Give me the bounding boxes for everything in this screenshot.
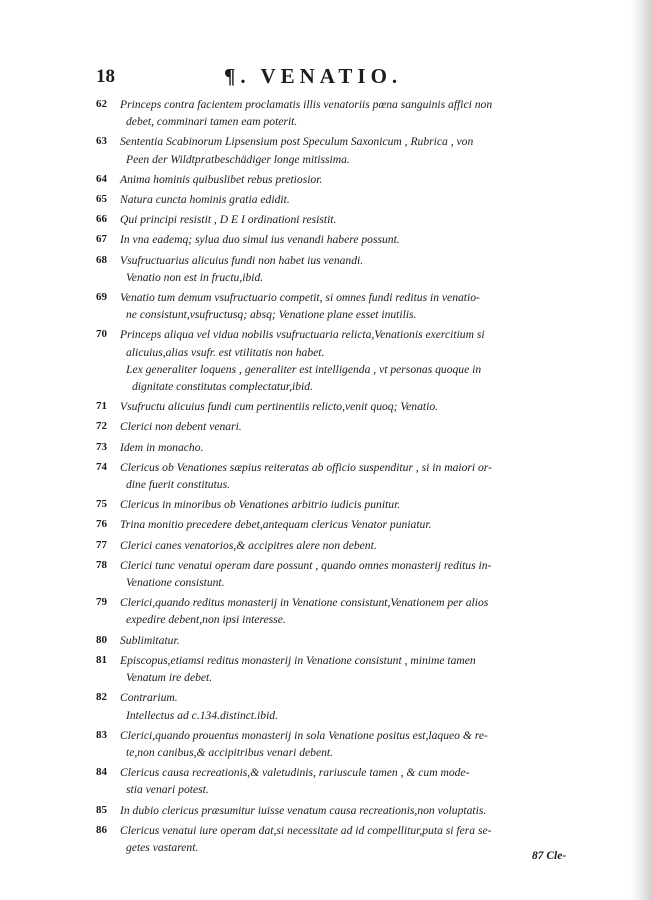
entry-number: 66	[96, 213, 107, 226]
entry-68-sub	[96, 269, 586, 286]
entry-text-continued: Venatum ire debet.	[126, 671, 213, 685]
entry-text-continued: alicuius,alias vsufr. est vtilitatis non habet.	[126, 345, 325, 359]
entry-text-continued: debet, comminari tamen eam poterit.	[126, 115, 298, 129]
entry-text: Idem in monacho.	[120, 440, 204, 454]
entry-text: In dubio clericus præsumitur iuisse venatum causa recreationis,non voluptatis.	[120, 803, 487, 817]
entry-number: 81	[96, 653, 107, 666]
entry-number: 70	[96, 328, 107, 341]
entry-text-continued: Peen der Wildtpratbeschädiger longe mitissima.	[126, 152, 350, 166]
entry-69	[96, 289, 586, 323]
entry-text: Clerici tunc venatui operam dare possunt , quando omnes monasterij reditus in-	[120, 558, 492, 572]
entry-66	[96, 211, 586, 228]
entry-text-continued: Venatione consistunt.	[126, 576, 225, 590]
entry-text: Venatio non est in fructu,ibid.	[126, 270, 264, 284]
running-title: ¶. VENATIO.	[224, 64, 403, 88]
entry-number: 74	[96, 460, 107, 473]
entry-64	[96, 171, 586, 188]
entry-number: 69	[96, 291, 107, 304]
entry-text: Princeps contra facientem proclamatis illis venatoriis pœna sanguinis affici non	[120, 98, 493, 111]
entry-84	[96, 764, 586, 798]
entry-number: 71	[96, 400, 107, 413]
entry-number: 82	[96, 691, 107, 704]
entry-text: Vsufructuarius alicuius fundi non habet ius venandi.	[120, 253, 364, 267]
entry-62	[96, 96, 586, 130]
entry-text: Clericus ob Venationes sæpius reiteratas ab officio suspenditur , si in maiori or-	[120, 460, 492, 474]
entry-number: 76	[96, 518, 107, 531]
entry-text: Princeps aliqua vel vidua nobilis vsufructuaria relicta,Venationis exercitium si	[120, 328, 485, 342]
entry-number: 67	[96, 233, 107, 246]
entry-82	[96, 689, 586, 706]
entry-number: 80	[96, 633, 107, 646]
entry-74	[96, 459, 586, 493]
entry-text: Clerici,quando reditus monasterij in Venatione consistunt,Venationem per alios	[120, 596, 489, 610]
entry-number: 73	[96, 440, 107, 453]
entry-68	[96, 252, 586, 269]
entry-63	[96, 133, 586, 167]
entry-text: In vna eademq; sylua duo simul ius venandi habere possunt.	[120, 233, 400, 247]
entry-65	[96, 191, 586, 208]
page-number: 18	[96, 66, 115, 87]
entry-text: Sententia Scabinorum Lipsensium post Speculum Saxonicum , Rubrica , von	[120, 135, 474, 149]
entry-text: Clericus in minoribus ob Venationes arbitrio iudicis punitur.	[120, 498, 401, 512]
entry-text-continued: getes vastarent.	[126, 840, 199, 854]
entry-number: 62	[96, 98, 107, 110]
entry-number: 78	[96, 558, 107, 571]
index-entries	[96, 96, 586, 856]
entry-text: Trina monitio precedere debet,antequam clericus Venator puniatur.	[120, 518, 432, 532]
entry-78	[96, 557, 586, 591]
entry-85	[96, 802, 586, 819]
page-header	[96, 66, 556, 90]
entry-77	[96, 537, 586, 554]
page-edge-shadow	[630, 0, 652, 900]
entry-number: 68	[96, 253, 107, 266]
entry-number: 84	[96, 766, 107, 779]
entry-number: 64	[96, 172, 107, 185]
entry-number: 85	[96, 803, 107, 816]
entry-text: Qui principi resistit , D E I ordinationi resistit.	[120, 213, 337, 227]
entry-72	[96, 418, 586, 435]
entry-text: Clericus causa recreationis,& valetudinis, rariuscule tamen , & cum mode-	[120, 766, 470, 780]
entry-text: Clerici canes venatorios,& accipitres alere non debent.	[120, 538, 377, 552]
entry-67	[96, 231, 586, 248]
entry-75	[96, 496, 586, 513]
entry-text-continued: dignitate constitutas complectatur,ibid.	[132, 380, 313, 394]
entry-text: Sublimitatur.	[120, 633, 180, 647]
entry-text-continued: dine fuerit constitutus.	[126, 478, 231, 492]
catchword: 87 Cle-	[532, 850, 567, 862]
entry-83	[96, 727, 586, 761]
entry-text: Clerici non debent venari.	[120, 420, 242, 434]
entry-number: 65	[96, 193, 107, 206]
entry-number: 77	[96, 538, 107, 551]
entry-80	[96, 632, 586, 649]
entry-text: Episcopus,etiamsi reditus monasterij in Venatione consistunt , minime tamen	[120, 653, 476, 667]
entry-text: Contrarium.	[120, 691, 178, 705]
entry-text: Anima hominis quibuslibet rebus pretiosior.	[120, 172, 323, 186]
entry-text: Vsufructu alicuius fundi cum pertinentiis relicto,venit quoq; Venatio.	[120, 400, 439, 414]
entry-70	[96, 326, 586, 360]
entry-86	[96, 822, 586, 856]
entry-text: Clerici,quando prouentus monasterij in sola Venatione positus est,laqueo & re-	[120, 728, 488, 742]
entry-81	[96, 652, 586, 686]
entry-79	[96, 594, 586, 628]
entry-text-continued: te,non canibus,& accipitribus venari debent.	[126, 745, 334, 759]
entry-number: 72	[96, 420, 107, 433]
entry-70-sub	[96, 361, 586, 395]
entry-number: 63	[96, 135, 107, 148]
entry-73	[96, 439, 586, 456]
entry-text-continued: ne consistunt,vsufructusq; absq; Venatione plane esset inutilis.	[126, 308, 417, 322]
entry-text: Lex generaliter loquens , generaliter est intelligenda , vt personas quoque in	[126, 362, 482, 376]
entry-text: Clericus venatui iure operam dat,si necessitate ad id compellitur,puta si fera se-	[120, 823, 492, 837]
entry-82-sub	[96, 707, 586, 724]
entry-text: Venatio tum demum vsufructuario competit, si omnes fundi reditus in venatio-	[120, 291, 480, 305]
entry-number: 79	[96, 596, 107, 609]
entry-71	[96, 398, 586, 415]
entry-number: 83	[96, 728, 107, 741]
entry-number: 86	[96, 823, 107, 836]
entry-text: Intellectus ad c.134.distinct.ibid.	[126, 708, 278, 722]
entry-76	[96, 516, 586, 533]
entry-text-continued: stia venari potest.	[126, 783, 209, 797]
entry-text-continued: expedire debent,non ipsi interesse.	[126, 613, 286, 627]
entry-number: 75	[96, 498, 107, 511]
entry-text: Natura cuncta hominis gratia edidit.	[120, 193, 290, 207]
